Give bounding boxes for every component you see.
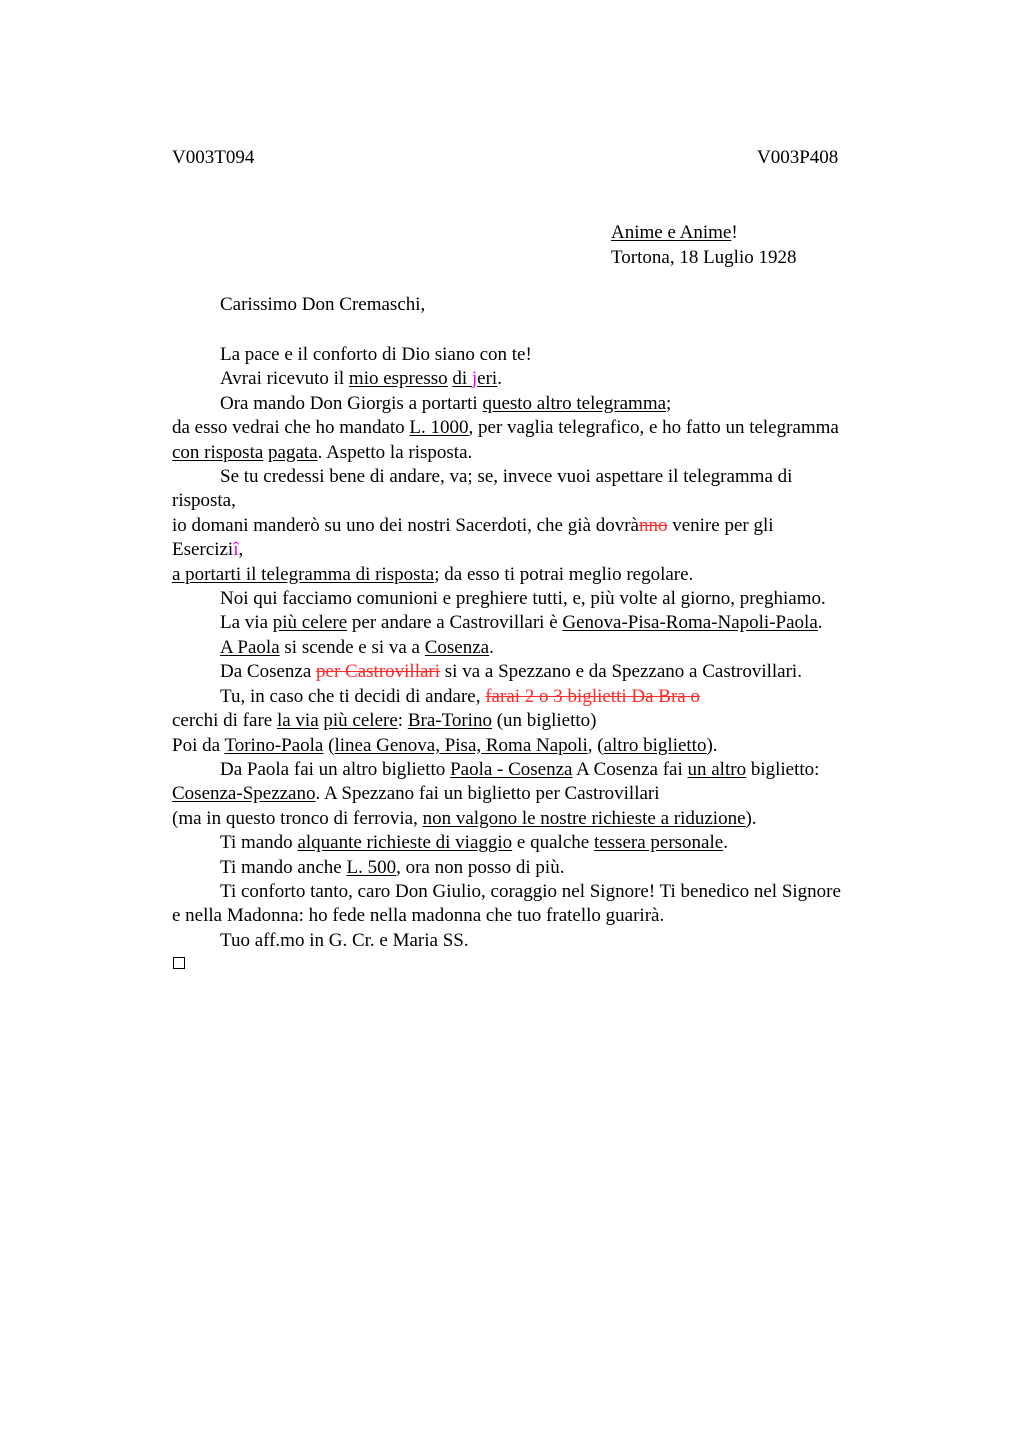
- letter-line: da esso vedrai che ho mandato L. 1000, per vaglia telegrafico, e ho fatto un telegramma: [172, 417, 839, 439]
- place-date: Tortona, 18 Luglio 1928: [611, 246, 797, 268]
- deleted-text: nno: [638, 514, 668, 536]
- deleted-text: per Castrovillari: [316, 661, 441, 683]
- document-id-left: V003T094: [172, 147, 255, 168]
- document-id-right: V003P408: [757, 147, 839, 168]
- letter-line: Ora mando Don Giorgis a portarti questo altro telegramma;: [220, 392, 672, 414]
- letter-line: Tu, in caso che ti decidi di andare, farai 2 o 3 biglietti Da Bra o: [220, 685, 700, 707]
- letter-line: Cosenza-Spezzano. A Spezzano fai un biglietto per Castrovillari: [172, 783, 660, 805]
- letter-line: La pace e il conforto di Dio siano con te!: [220, 344, 532, 365]
- motto: Anime e Anime!: [611, 222, 738, 243]
- letter-body: [172, 343, 912, 953]
- letter-line: A Paola si scende e si va a Cosenza.: [220, 636, 494, 658]
- letter-line: La via più celere per andare a Castrovillari è Genova-Pisa-Roma-Napoli-Paola.: [220, 612, 823, 634]
- letter-line: Ti mando anche L. 500, ora non posso di più.: [220, 856, 565, 878]
- deleted-text: farai 2 o 3 biglietti Da Bra o: [485, 685, 700, 707]
- letter-line: risposta,: [172, 490, 236, 512]
- letter-line: Eserciziî,: [172, 539, 244, 561]
- letter-line: a portarti il telegramma di risposta; da esso ti potrai meglio regolare.: [172, 563, 694, 585]
- salutation: Carissimo Don Cremaschi,: [220, 294, 426, 315]
- inserted-letter: j: [471, 368, 478, 390]
- letter-line: Ti conforto tanto, caro Don Giulio, coraggio nel Signore! Ti benedico nel Signore: [220, 880, 841, 902]
- heading-block: [611, 221, 796, 270]
- letter-line: e nella Madonna: ho fede nella madonna che tuo fratello guarirà.: [172, 905, 665, 927]
- letter-line: Se tu credessi bene di andare, va; se, invece vuoi aspettare il telegramma di: [220, 466, 793, 488]
- letter-line: io domani manderò su uno dei nostri Sacerdoti, che già dovrànno venire per gli: [172, 514, 774, 536]
- letter-line: con risposta pagata. Aspetto la risposta.: [172, 441, 473, 463]
- letter-line: Ti mando alquante richieste di viaggio e qualche tessera personale.: [220, 832, 728, 854]
- letter-line: (ma in questo tronco di ferrovia, non valgono le nostre richieste a riduzione).: [172, 807, 757, 829]
- letter-line: Avrai ricevuto il mio espresso di jeri.: [220, 368, 502, 390]
- letter-line: Da Cosenza per Castrovillari si va a Spezzano e da Spezzano a Castrovillari.: [220, 661, 802, 683]
- letter-line: cerchi di fare la via più celere: Bra-Torino (un biglietto): [172, 710, 597, 732]
- square-box-icon: [173, 957, 185, 969]
- letter-line: Da Paola fai un altro biglietto Paola - Cosenza A Cosenza fai un altro biglietto:: [220, 758, 820, 780]
- closing-line: Tuo aff.mo in G. Cr. e Maria SS.: [220, 929, 469, 951]
- letter-line: Poi da Torino-Paola (linea Genova, Pisa, Roma Napoli, (altro biglietto).: [172, 734, 718, 756]
- letter-line: Noi qui facciamo comunioni e preghiere tutti, e, più volte al giorno, preghiamo.: [220, 588, 826, 610]
- inserted-letter: î: [233, 539, 239, 561]
